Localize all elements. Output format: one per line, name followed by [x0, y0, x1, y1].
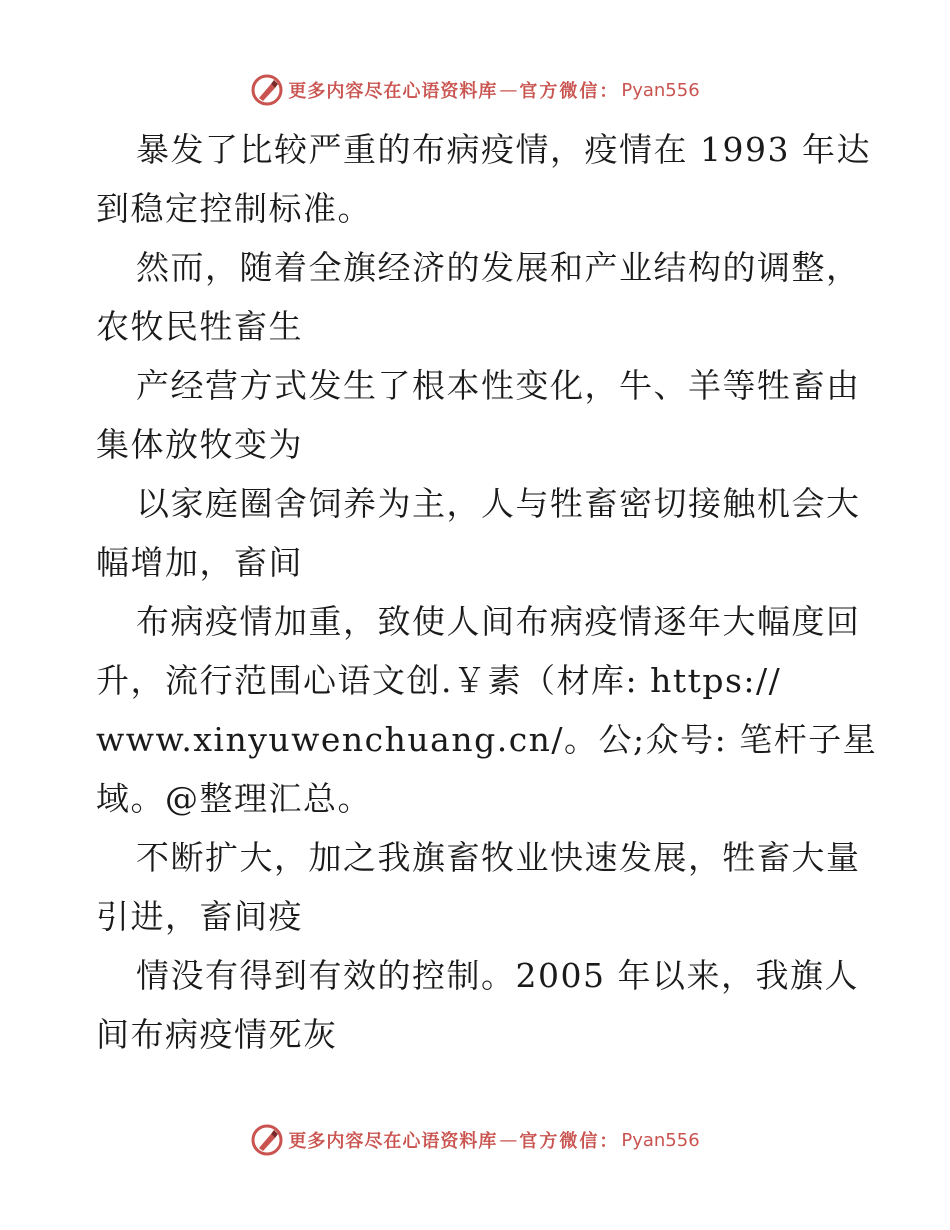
body-line: 不断扩大，加之我旗畜牧业快速发展，牲畜大量 — [136, 838, 861, 877]
body-line: 到稳定控制标准。 — [96, 189, 372, 228]
footer-separator: — — [499, 1129, 518, 1151]
document-body — [96, 120, 878, 1064]
header-banner — [0, 72, 950, 108]
body-line: 升，流行范围心语文创.￥素（材库: https:// — [96, 661, 782, 700]
header-contact-value: Pyan556 — [621, 79, 700, 101]
pen-logo-icon — [250, 73, 284, 107]
body-line: 暴发了比较严重的布病疫情，疫情在 1993 年达 — [136, 130, 871, 169]
header-separator: — — [499, 79, 518, 101]
body-line: 幅增加，畜间 — [96, 543, 303, 582]
footer-contact-value: Pyan556 — [621, 1129, 700, 1151]
header-contact-label: 官方微信： — [519, 81, 620, 102]
body-line: 情没有得到有效的控制。2005 年以来，我旗人 — [136, 956, 859, 995]
footer-banner — [0, 1122, 950, 1158]
body-line: 域。@整理汇总。 — [96, 779, 372, 818]
body-line: 集体放牧变为 — [96, 425, 303, 464]
body-line: 产经营方式发生了根本性变化，牛、羊等牲畜由 — [136, 366, 861, 405]
body-line: 布病疫情加重，致使人间布病疫情逐年大幅度回 — [136, 602, 861, 641]
header-brand-text: 更多内容尽在心语资料库 — [288, 81, 498, 102]
footer-brand-text: 更多内容尽在心语资料库 — [288, 1131, 498, 1152]
pen-logo-icon — [250, 1123, 284, 1157]
body-line: 然而，随着全旗经济的发展和产业结构的调整， — [136, 248, 861, 287]
body-line: 间布病疫情死灰 — [96, 1015, 338, 1054]
footer-contact-label: 官方微信： — [519, 1131, 620, 1152]
body-line: www.xinyuwenchuang.cn/。公;众号: 笔杆子星 — [96, 720, 878, 759]
body-line: 以家庭圈舍饲养为主，人与牲畜密切接触机会大 — [136, 484, 861, 523]
body-line: 农牧民牲畜生 — [96, 307, 303, 346]
body-line: 引进，畜间疫 — [96, 897, 303, 936]
